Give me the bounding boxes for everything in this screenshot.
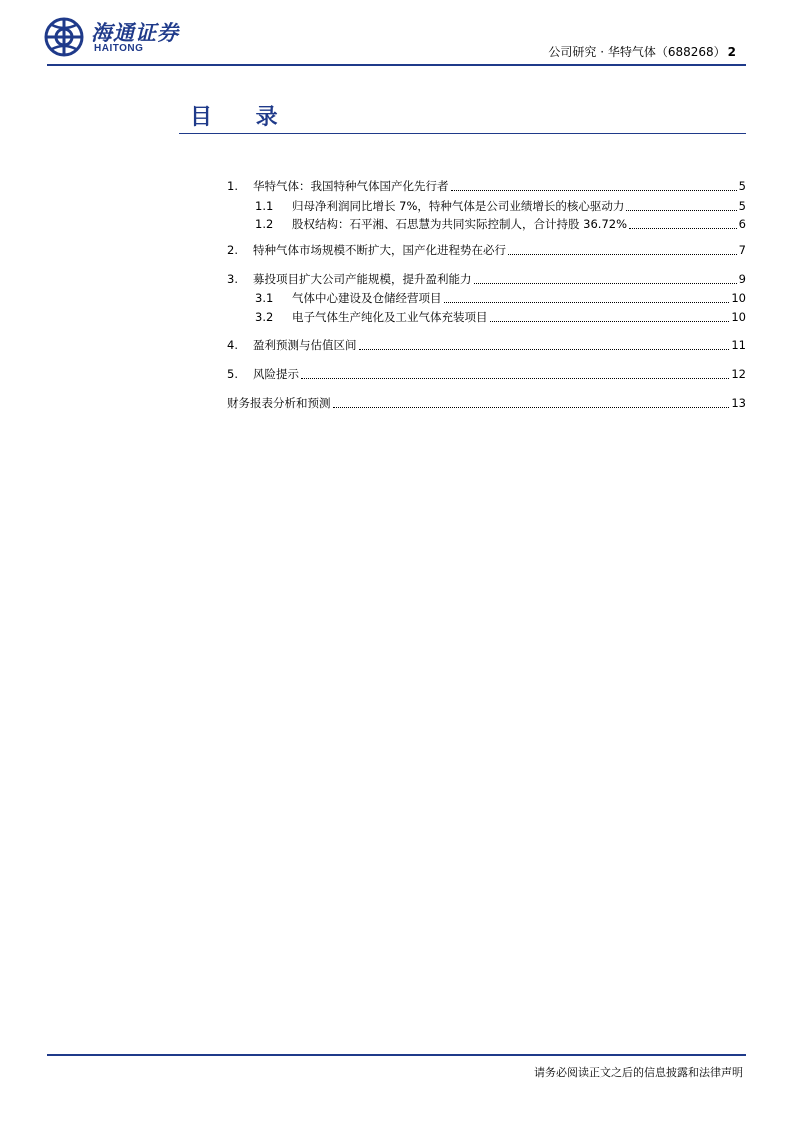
toc-entry-page: 6 (738, 217, 746, 231)
toc-entry-page: 13 (731, 396, 746, 410)
toc-entry-number: 2. (227, 243, 238, 257)
toc-entry-1[interactable] (227, 178, 746, 194)
toc-leader-dots (508, 243, 737, 255)
toc-entry-5[interactable] (227, 366, 746, 382)
toc-entry-financials[interactable] (227, 395, 746, 411)
toc-entry-number: 1. (227, 179, 238, 193)
toc-title-divider (179, 133, 746, 134)
toc-entry-page: 5 (738, 199, 746, 213)
toc-entry-number: 4. (227, 338, 238, 352)
footer-disclaimer: 请务必阅读正文之后的信息披露和法律声明 (534, 1066, 743, 1079)
company-logo (44, 17, 194, 59)
toc-leader-dots (629, 217, 737, 229)
toc-entry-number: 3. (227, 272, 238, 286)
toc-entry-number: 5. (227, 367, 238, 381)
toc-leader-dots (444, 291, 730, 303)
toc-entry-4[interactable] (227, 337, 746, 353)
toc-entry-text: 电子气体生产纯化及工业气体充装项目 (292, 310, 488, 324)
toc-entry-number: 1.2 (255, 217, 274, 231)
toc-entry-page: 12 (731, 367, 746, 381)
toc-entry-number: 1.1 (255, 199, 274, 213)
toc-entry-page: 7 (738, 243, 746, 257)
report-type: 公司研究 · 华特气体（688268） (548, 45, 726, 59)
header-divider (47, 64, 746, 66)
toc-leader-dots (359, 338, 730, 350)
report-header (548, 43, 736, 60)
toc-leader-dots (626, 199, 736, 211)
toc-entry-3-2[interactable] (255, 309, 746, 325)
toc-entry-text: 募投项目扩大公司产能规模，提升盈利能力 (253, 272, 472, 286)
toc-entry-text: 特种气体市场规模不断扩大，国产化进程势在必行 (253, 243, 506, 257)
toc-entry-number: 3.1 (255, 291, 274, 305)
toc-entry-text: 财务报表分析和预测 (227, 396, 331, 410)
toc-leader-dots (301, 367, 729, 379)
logo-english-name: HAITONG (94, 43, 144, 54)
toc-entry-page: 9 (738, 272, 746, 286)
toc-entry-3[interactable] (227, 271, 746, 287)
toc-entry-1-1[interactable] (255, 198, 746, 214)
toc-entry-text: 归母净利润同比增长 7%，特种气体是公司业绩增长的核心驱动力 (292, 199, 625, 213)
toc-entry-1-2[interactable] (255, 216, 746, 232)
toc-entry-page: 10 (731, 291, 746, 305)
toc-leader-dots (474, 272, 737, 284)
page-number: 2 (727, 45, 736, 59)
haitong-logo-icon (44, 17, 84, 57)
toc-entry-text: 华特气体：我国特种气体国产化先行者 (253, 179, 449, 193)
logo-chinese-name: 海通证券 (91, 20, 179, 45)
toc-title: 目 录 (190, 105, 296, 130)
footer-divider (47, 1054, 746, 1056)
toc-leader-dots (490, 310, 730, 322)
toc-entry-text: 气体中心建设及仓储经营项目 (292, 291, 442, 305)
toc-entry-text: 股权结构：石平湘、石思慧为共同实际控制人，合计持股 36.72% (292, 217, 628, 231)
toc-entry-text: 风险提示 (253, 367, 299, 381)
toc-entry-2[interactable] (227, 242, 746, 258)
toc-entry-number: 3.2 (255, 310, 274, 324)
toc-leader-dots (333, 396, 730, 408)
toc-entry-page: 10 (731, 310, 746, 324)
toc-entry-page: 5 (738, 179, 746, 193)
toc-entry-text: 盈利预测与估值区间 (253, 338, 357, 352)
toc-entry-3-1[interactable] (255, 290, 746, 306)
toc-entry-page: 11 (731, 338, 746, 352)
toc-leader-dots (451, 179, 737, 191)
